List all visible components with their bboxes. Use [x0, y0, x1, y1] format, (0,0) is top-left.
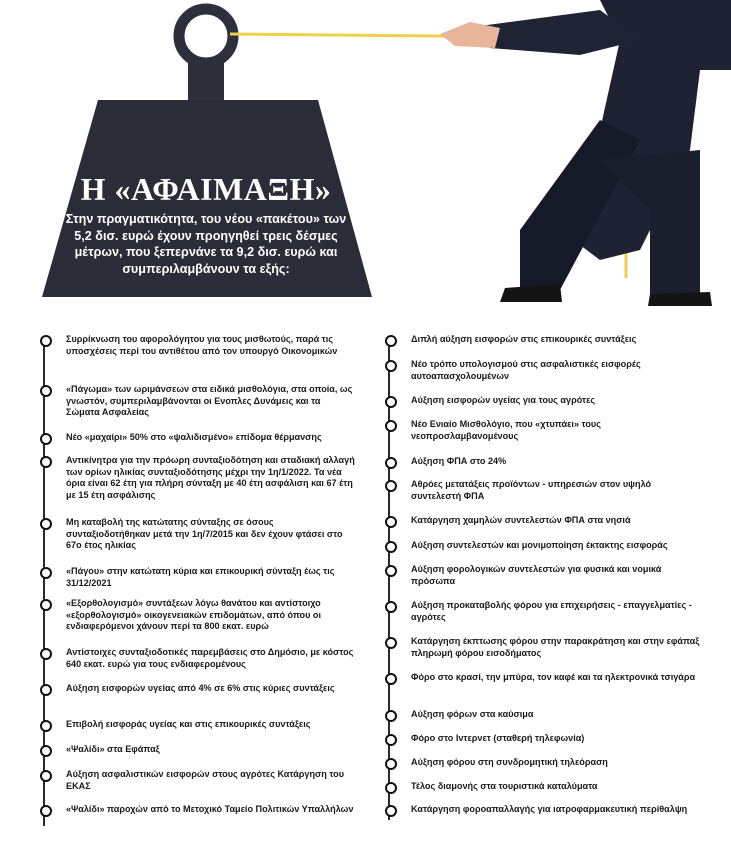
page-title: Η «ΑΦΑΙΜΑΞΗ» [80, 171, 332, 207]
bullet-dot [40, 385, 52, 397]
bullet-dot [385, 637, 397, 649]
page-subtitle: Στην πραγματικότητα, του νέου «πακέτου» των 5,2 δισ. ευρώ έχουν προηγηθεί τρεις δέσμες μέτρων, που ξεπερνάνε τα 9,2 δισ. ευρώ και συμπεριλαμβάνουν τα εξής: [65, 212, 347, 276]
bullet-dot [40, 648, 52, 660]
bullet-dot [40, 745, 52, 757]
bullet-dot [385, 601, 397, 613]
bullet-dot [40, 805, 52, 817]
bullet-dot [385, 565, 397, 577]
bullet-dot [40, 599, 52, 611]
bullet-dot [385, 396, 397, 408]
bullet-dot [40, 456, 52, 468]
bullet-dot [385, 480, 397, 492]
bullet-dot [385, 805, 397, 817]
bullet-dot [40, 720, 52, 732]
bullet-dot [385, 758, 397, 770]
bullet-dot [385, 734, 397, 746]
bullet-dot [40, 433, 52, 445]
bullet-dot [385, 457, 397, 469]
bullet-dot [385, 335, 397, 347]
bullet-dot [40, 684, 52, 696]
bullet-dot [385, 782, 397, 794]
bullet-dot [40, 770, 52, 782]
bullet-dot [40, 567, 52, 579]
bullet-dot [385, 360, 397, 372]
bullet-dot [385, 420, 397, 432]
bullet-dot [385, 673, 397, 685]
bullet-dot [385, 541, 397, 553]
bullet-dot [385, 516, 397, 528]
bullet-dot [40, 518, 52, 530]
bullet-dot [385, 710, 397, 722]
timeline-line [388, 336, 390, 820]
bullet-dot [40, 335, 52, 347]
